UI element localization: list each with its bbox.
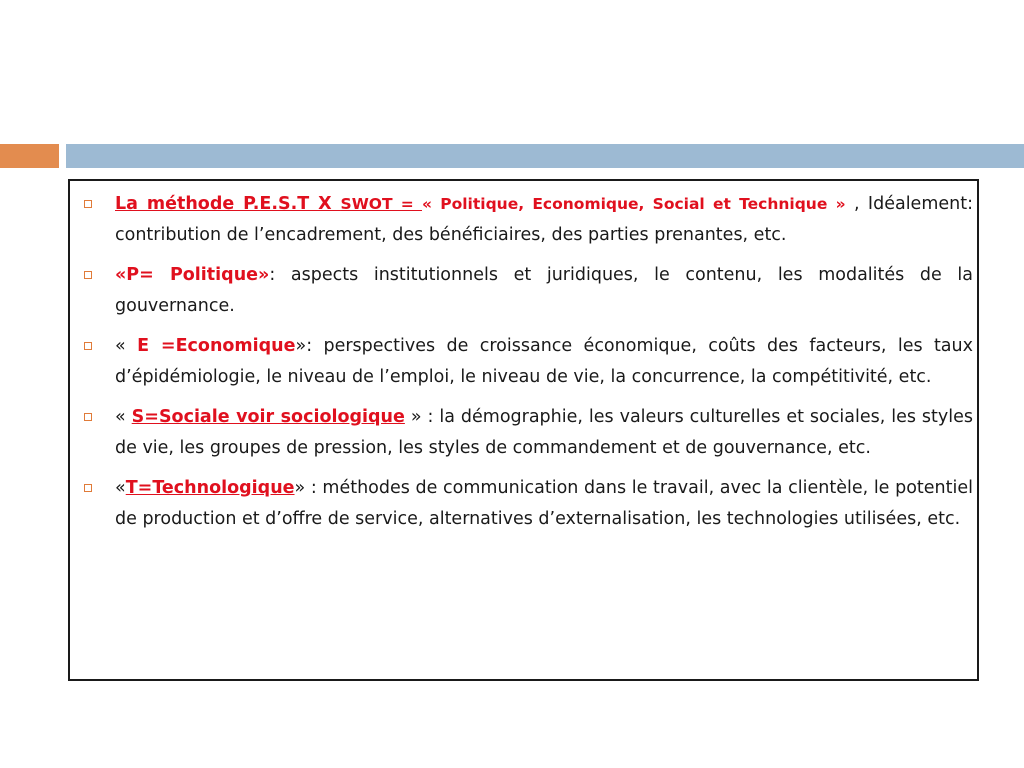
list-item-sociale xyxy=(84,402,973,464)
politique-description: : aspects institutionnels et juridiques, le contenu, les modalités de la gouvernance. xyxy=(115,265,973,316)
square-bullet-icon xyxy=(84,413,92,421)
technologique-description: » : méthodes de communication dans le travail, avec la clientèle, le potentiel de production et d’offre de service, alternatives d’externalisation, les technologies utilisées, etc. xyxy=(115,478,973,529)
accent-bar-blue xyxy=(66,144,1024,168)
list-item-pest-swot xyxy=(84,189,973,251)
technologique-label: T=Technologique xyxy=(125,478,295,498)
bullet-list xyxy=(84,189,973,544)
sociale-label: S=Sociale voir sociologique xyxy=(131,407,405,427)
square-bullet-icon xyxy=(84,484,92,492)
list-item-economique xyxy=(84,331,973,393)
sociale-description: » : la démographie, les valeurs culturelles et sociales, les styles de vie, les groupes de pression, les styles de commandement et de gouvernance, etc. xyxy=(115,407,974,458)
method-title: La méthode P.E.S.T X xyxy=(115,194,341,214)
technologique-open-quote: « xyxy=(115,478,126,498)
sociale-open-quote: « xyxy=(115,407,132,427)
economique-open-quote: « xyxy=(115,336,138,356)
method-description: , Idéalement: contribution de l’encadrement, des bénéficiaires, des parties prenantes, etc. xyxy=(115,194,973,245)
square-bullet-icon xyxy=(84,271,92,279)
economique-label: E =Economique xyxy=(137,336,296,356)
politique-label: «P= Politique» xyxy=(115,265,270,285)
economique-description: »: perspectives de croissance économique, coûts des facteurs, les taux d’épidémiologie, le niveau de l’emploi, le niveau de vie, la concurrence, la compétitivité, etc. xyxy=(115,336,973,387)
list-item-politique xyxy=(84,260,973,322)
content-box xyxy=(68,179,979,681)
square-bullet-icon xyxy=(84,342,92,350)
accent-bar-orange xyxy=(0,144,59,168)
swot-label: SWOT = xyxy=(340,195,422,213)
pest-expansion: « Politique, Economique, Social et Technique » xyxy=(421,195,846,213)
square-bullet-icon xyxy=(84,200,92,208)
list-item-technologique xyxy=(84,473,973,535)
